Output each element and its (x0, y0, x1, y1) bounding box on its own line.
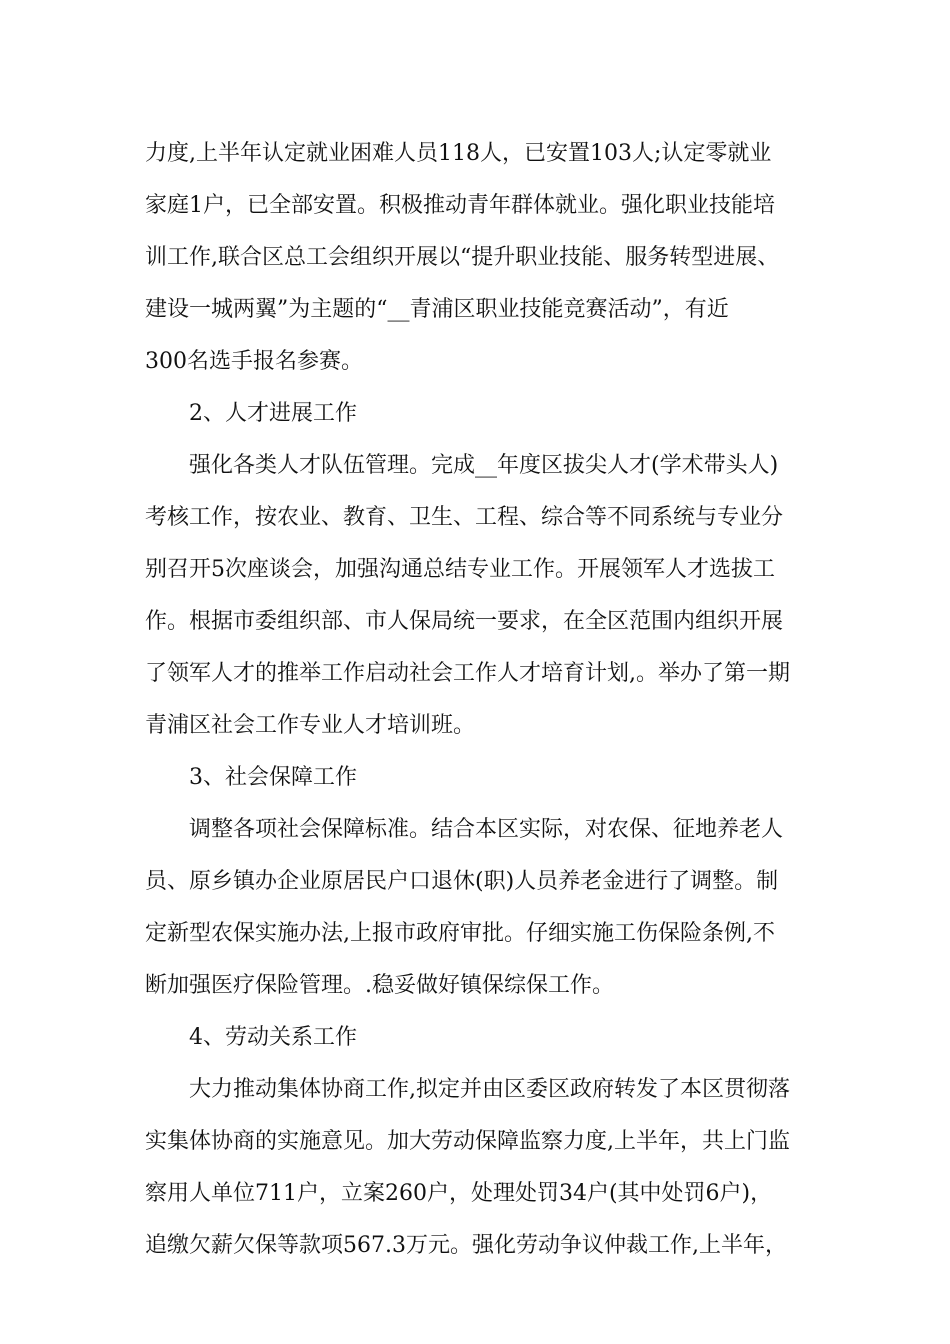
section-heading: 3、社会保障工作 (189, 765, 357, 790)
section-heading: 2、人才进展工作 (189, 401, 357, 426)
section-heading: 4、劳动关系工作 (189, 1025, 357, 1050)
text-line: 定新型农保实施办法,上报市政府审批。仔细实施工伤保险条例,不 (145, 921, 775, 946)
text-line: 建设一城两翼”为主题的“__青浦区职业技能竞赛活动”，有近 (145, 297, 729, 322)
text-line: 别召开5次座谈会，加强沟通总结专业工作。开展领军人才选拔工 (145, 557, 775, 582)
paragraph-first-line: 大力推动集体协商工作,拟定并由区委区政府转发了本区贯彻落 (189, 1077, 790, 1102)
text-line: 察用人单位711户，立案260户，处理处罚34户(其中处罚6户)， (145, 1181, 773, 1206)
text-line: 实集体协商的实施意见。加大劳动保障监察力度,上半年，共上门监 (145, 1129, 790, 1154)
text-line: 考核工作，按农业、教育、卫生、工程、综合等不同系统与专业分 (145, 505, 784, 530)
text-line: 青浦区社会工作专业人才培训班。 (145, 713, 476, 738)
document-body (145, 128, 815, 1272)
text-line: 员、原乡镇办企业原居民户口退休(职)人员养老金进行了调整。制 (145, 869, 779, 894)
text-line: 训工作,联合区总工会组织开展以“提升职业技能、服务转型进展、 (145, 245, 780, 270)
text-line: 家庭1户，已全部安置。积极推动青年群体就业。强化职业技能培 (145, 193, 775, 218)
text-line: 了领军人才的推举工作启动社会工作人才培育计划,。举办了第一期 (145, 661, 790, 686)
text-line: 力度,上半年认定就业困难人员118人，已安置103人;认定零就业 (145, 141, 772, 166)
paragraph-first-line: 调整各项社会保障标准。结合本区实际，对农保、征地养老人 (189, 817, 784, 842)
text-line: 断加强医疗保险管理。.稳妥做好镇保综保工作。 (145, 973, 614, 998)
text-line: 追缴欠薪欠保等款项567.3万元。强化劳动争议仲裁工作,上半年， (145, 1233, 787, 1258)
text-line: 300名选手报名参赛。 (145, 349, 363, 374)
paragraph-first-line: 强化各类人才队伍管理。完成__年度区拔尖人才(学术带头人) (189, 453, 779, 478)
text-line: 作。根据市委组织部、市人保局统一要求，在全区范围内组织开展 (145, 609, 784, 634)
